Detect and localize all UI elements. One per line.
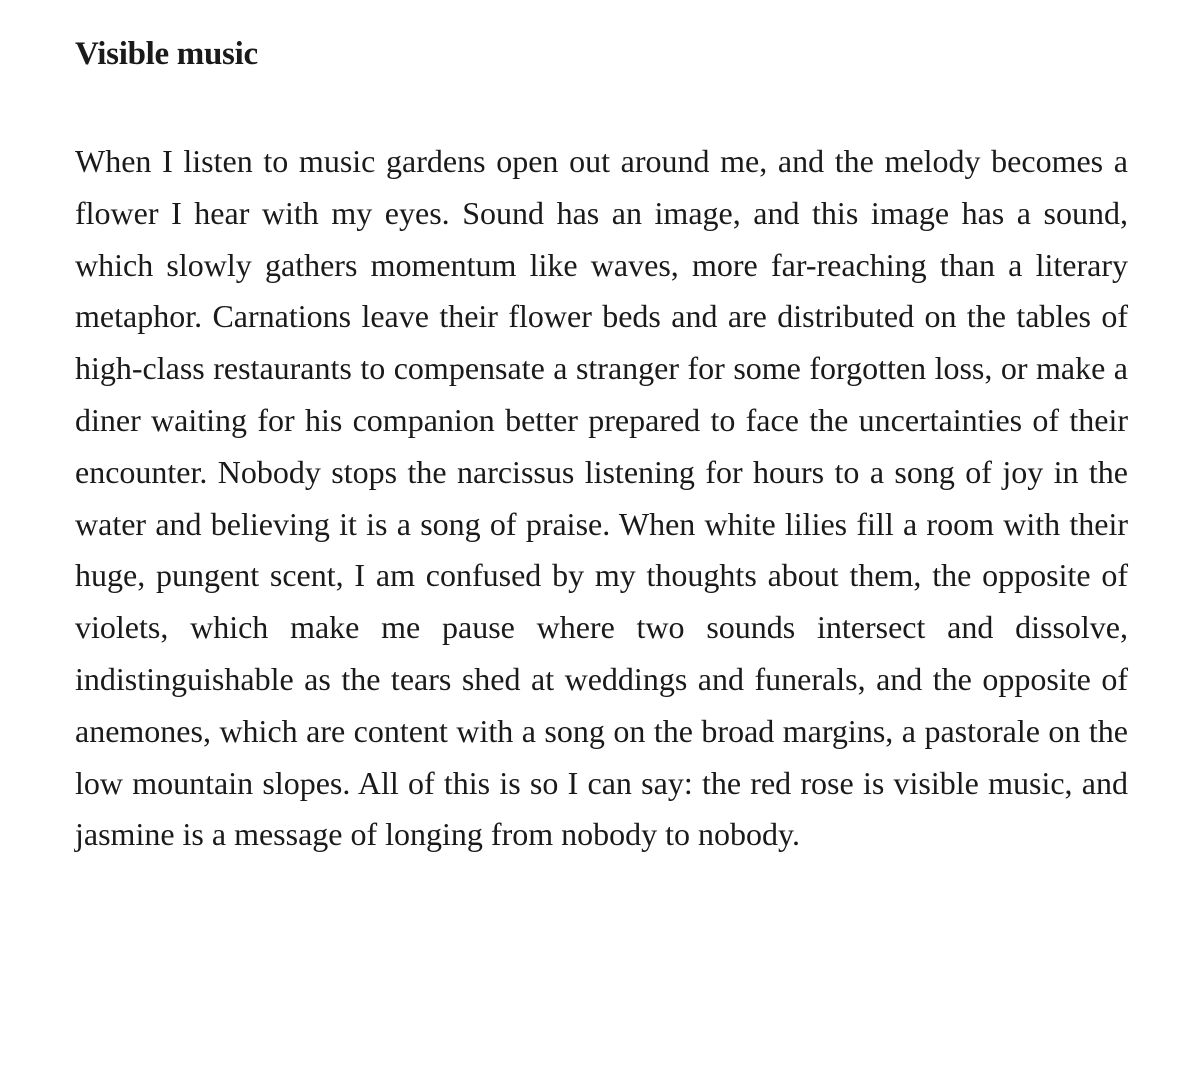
- document-body-paragraph: When I listen to music gardens open out around me, and the melody becomes a flower I hear with my eyes. Sound has an image, and this image has a sound, which slowly gathers momentum like waves, more far-reaching than a literary metaphor. Carnations leave their flower beds and are distributed on the tables of high-class restaurants to compensate a stranger for some forgotten loss, or make a diner waiting for his companion better prepared to face the uncertainties of their encounter. Nobody stops the narcissus listening for hours to a song of joy in the water and believing it is a song of praise. When white lilies fill a room with their huge, pungent scent, I am confused by my thoughts about them, the opposite of violets, which make me pause where two sounds intersect and dissolve, indistinguishable as the tears shed at weddings and funerals, and the opposite of anemones, which are content with a song on the broad margins, a pastorale on the low mountain slopes. All of this is so I can say: the red rose is visible music, and jasmine is a message of longing from nobody to nobody.: [75, 143, 1128, 853]
- document-title: Visible music: [75, 36, 258, 72]
